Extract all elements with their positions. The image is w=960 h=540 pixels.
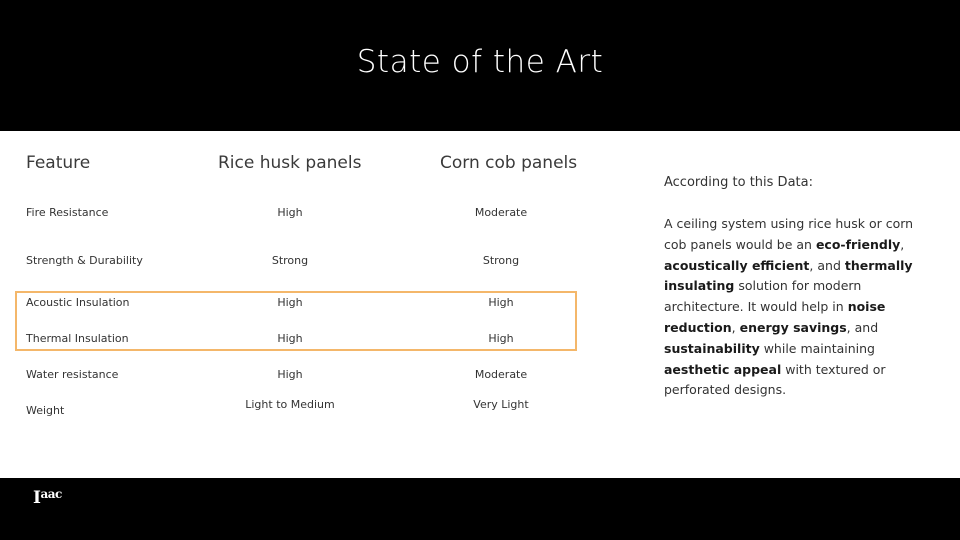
summary-emphasis: sustainability [664,340,760,356]
rice-fire-resistance: High [277,206,303,219]
summary-emphasis: noise reduction [664,299,886,335]
summary-paragraph [664,214,919,401]
feature-thermal-insulation: Thermal Insulation [26,332,129,345]
footer-band [0,478,960,540]
header-rice-husk-panels: Rice husk panels [218,153,362,173]
summary-text: , [900,236,905,252]
corn-strength-durability: Strong [482,254,520,267]
summary-emphasis: acoustically efficient [664,257,810,273]
rice-acoustic-insulation: High [277,296,303,309]
feature-fire-resistance: Fire Resistance [26,206,109,219]
summary-text: , and [809,257,845,273]
summary-heading: According to this Data: [664,175,813,190]
feature-water-resistance: Water resistance [26,368,119,381]
logo-main: I [33,488,41,508]
header-corn-cob-panels: Corn cob panels [440,153,578,173]
summary-emphasis: energy savings [739,319,847,335]
rice-weight: Light to Medium [245,398,335,411]
iaac-logo [33,488,62,508]
summary-text: , and [846,319,879,335]
summary-text: , [731,319,740,335]
header-feature: Feature [26,153,91,173]
corn-fire-resistance: Moderate [474,206,528,219]
corn-weight: Very Light [473,398,529,411]
corn-water-resistance: Moderate [474,368,528,381]
summary-text: A ceiling system using rice husk or corn cob panels would be an [664,216,914,252]
corn-thermal-insulation: High [488,332,514,345]
summary-emphasis: thermally insulating [664,257,913,294]
rice-water-resistance: High [277,368,303,381]
summary-emphasis: eco-friendly [815,236,901,252]
summary-text: solution for modern architecture. It would help in [664,278,862,315]
feature-weight: Weight [26,404,65,417]
summary-emphasis: aesthetic appeal [664,361,782,377]
summary-text: while maintaining [759,340,875,356]
slide-title: State of the Art [356,44,604,80]
rice-strength-durability: Strong [271,254,309,267]
feature-acoustic-insulation: Acoustic Insulation [26,296,130,309]
corn-acoustic-insulation: High [488,296,514,309]
summary-text: with textured or perforated designs. [664,361,886,398]
feature-strength-durability: Strength & Durability [26,254,143,267]
logo-sup: aac [40,487,62,501]
rice-thermal-insulation: High [277,332,303,345]
